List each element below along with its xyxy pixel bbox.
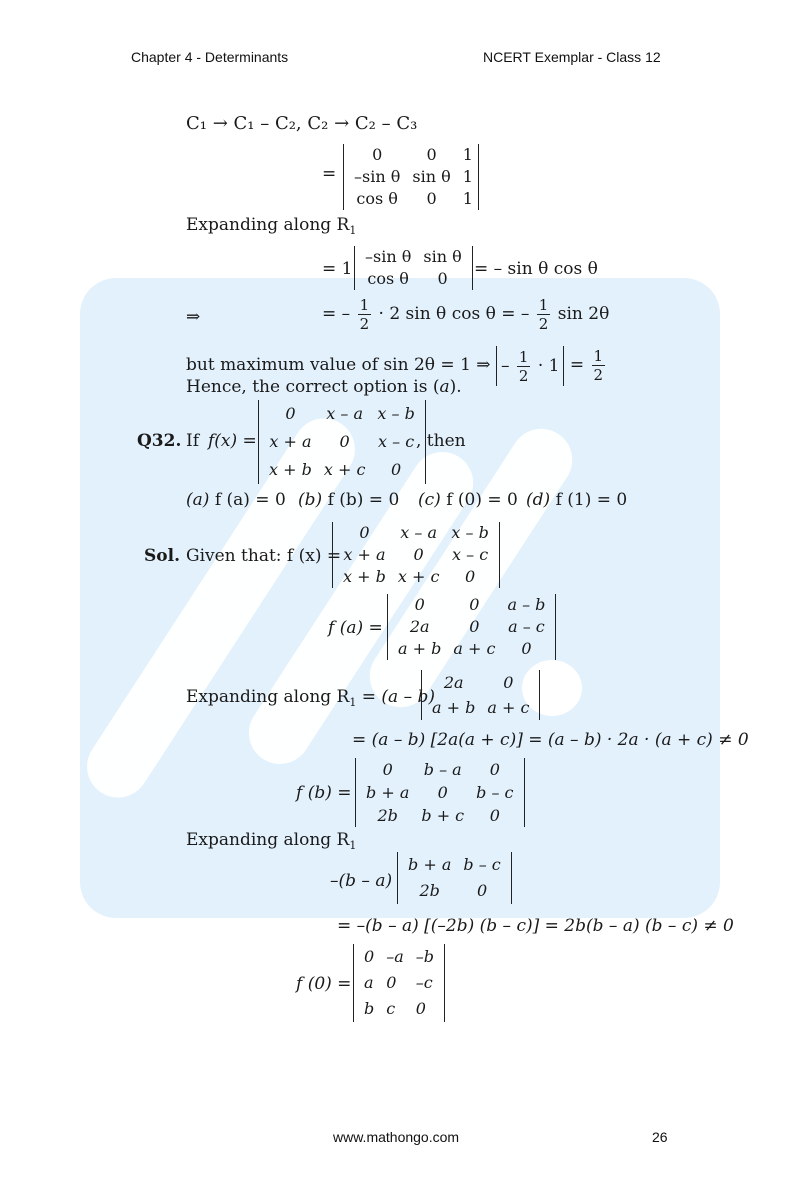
cell: a + c	[453, 639, 496, 658]
cell: 0	[382, 760, 393, 779]
cell: 0	[437, 783, 448, 802]
numerator: 1	[593, 347, 604, 365]
cell: 0	[386, 973, 397, 992]
cell: 0	[359, 523, 370, 542]
cell: b + a	[408, 855, 452, 874]
option-text: f (1) = 0	[555, 490, 628, 510]
cell: 0	[465, 567, 476, 586]
cell: 0	[437, 269, 448, 288]
cell: –c	[415, 973, 433, 992]
cell: –b	[415, 947, 435, 966]
cell: x – b	[451, 523, 489, 542]
numerator: 1	[518, 347, 529, 366]
cell: b	[364, 999, 375, 1018]
cell: 2b	[419, 881, 440, 900]
determinant-fa	[387, 594, 556, 660]
cell: 0	[413, 545, 424, 564]
minus: –	[500, 355, 510, 376]
fraction-one-half	[358, 296, 372, 333]
question-then: , then	[416, 431, 466, 451]
conclusion-option: a	[439, 377, 450, 397]
fa-label: f (a) =	[328, 618, 383, 638]
conclusion-end: ).	[449, 377, 462, 397]
times-one: · 1	[537, 355, 560, 376]
header-book: NCERT Exemplar - Class 12	[483, 49, 661, 65]
option-label: (c)	[418, 490, 441, 510]
cell: b – a	[423, 760, 462, 779]
factor: = (a – b)	[361, 687, 436, 707]
cell: x – c	[452, 545, 489, 564]
fraction-one-half	[592, 347, 606, 384]
expanding-label	[186, 214, 356, 242]
cell: x + c	[397, 567, 440, 586]
cell: 0	[415, 999, 426, 1018]
cell: x – c	[378, 432, 415, 451]
cell: 1	[462, 145, 473, 164]
option-label: (b)	[298, 490, 323, 510]
cell: 0	[426, 145, 437, 164]
cell: cos θ	[356, 189, 398, 208]
cell: 0	[476, 881, 488, 900]
question-determinant	[258, 400, 426, 484]
cell: 2b	[377, 806, 398, 825]
cell: 0	[489, 806, 500, 825]
column-ops-line: C₁ → C₁ – C₂, C₂ → C₂ – C₃	[186, 113, 418, 134]
option-label: (d)	[526, 490, 551, 510]
denominator: 2	[359, 315, 370, 333]
cell: 0	[391, 460, 402, 479]
subscript: 1	[349, 224, 357, 237]
cell: a + b	[398, 639, 442, 658]
prefix: = –	[322, 304, 351, 324]
label-text: Expanding along R	[186, 687, 350, 707]
question-number: Q32.	[137, 431, 182, 451]
header-chapter: Chapter 4 - Determinants	[131, 49, 289, 65]
cell: a – b	[507, 595, 546, 614]
cell: b – c	[476, 783, 514, 802]
f0-label: f (0) =	[296, 974, 352, 994]
cell: sin θ	[412, 167, 451, 186]
determinant-2x2-a	[354, 246, 473, 290]
fraction-one-half	[517, 348, 531, 385]
implies-arrow: ⇒	[186, 307, 201, 327]
fraction-one-half	[537, 296, 551, 333]
cell: x + b	[343, 567, 386, 586]
cell: a – c	[508, 617, 545, 636]
cell: x – a	[326, 404, 363, 423]
question-function: f(x) =	[208, 431, 257, 451]
option-text: f (b) = 0	[327, 490, 400, 510]
option-d	[526, 489, 627, 511]
equals-one: = 1	[322, 259, 353, 279]
cell: 0	[521, 639, 532, 658]
question-intro: If	[186, 431, 200, 451]
footer-url[interactable]: www.mathongo.com	[333, 1129, 460, 1145]
determinant-fb	[355, 758, 525, 827]
numerator: 1	[538, 296, 549, 314]
cell: 2a	[409, 617, 430, 636]
fa-result: = (a – b) [2a(a + c)] = (a – b) · 2a · (a + c) ≠ 0	[352, 730, 749, 750]
cell: x + c	[323, 460, 366, 479]
half-sin-2theta-line	[322, 294, 609, 334]
cell: 1	[462, 189, 473, 208]
subscript: 1	[349, 696, 357, 709]
determinant-fx	[332, 522, 500, 588]
suffix: sin 2θ	[557, 304, 610, 324]
cell: –a	[386, 947, 404, 966]
determinant-3x3-a	[343, 144, 479, 210]
cell: 0	[339, 432, 350, 451]
cell: 0	[469, 595, 480, 614]
expand-fb-prefix: –(b – a)	[330, 871, 393, 891]
expanding-label-2	[186, 686, 435, 714]
option-c	[418, 489, 518, 511]
cell: x – a	[400, 523, 437, 542]
cell: 2a	[443, 673, 464, 692]
subscript: 1	[349, 839, 357, 852]
cell: b + c	[421, 806, 465, 825]
given-that: Given that: f (x) =	[186, 546, 342, 566]
label-text: Expanding along R	[186, 215, 350, 235]
cell: x + a	[269, 432, 312, 451]
cell: cos θ	[367, 269, 409, 288]
max-text: but maximum value of sin 2θ = 1 ⇒	[186, 355, 491, 375]
cell: 0	[285, 404, 296, 423]
label-text: Expanding along R	[186, 830, 350, 850]
cell: 0	[503, 673, 514, 692]
cell: 0	[426, 189, 437, 208]
middle: · 2 sin θ cos θ = –	[378, 304, 530, 324]
denominator: 2	[593, 366, 604, 384]
cell: a	[364, 973, 374, 992]
numerator: 1	[359, 296, 370, 314]
cell: –sin θ	[354, 167, 401, 186]
fb-result: = –(b – a) [(–2b) (b – c)] = 2b(b – a) (b – c) ≠ 0	[337, 916, 734, 936]
cell: a + c	[487, 698, 530, 717]
absolute-value	[496, 346, 564, 386]
cell: 0	[414, 595, 425, 614]
equals: =	[569, 355, 585, 375]
page-number: 26	[652, 1129, 668, 1145]
cell: 0	[489, 760, 500, 779]
option-label: (a)	[186, 490, 210, 510]
expanding-label-3	[186, 829, 356, 857]
fb-label: f (b) =	[296, 783, 352, 803]
cell: 1	[462, 167, 473, 186]
cell: x – b	[377, 404, 415, 423]
cell: sin θ	[423, 247, 462, 266]
cell: x + b	[269, 460, 312, 479]
cell: b – c	[463, 855, 501, 874]
cell: 0	[469, 617, 480, 636]
option-text: f (0) = 0	[446, 490, 518, 510]
denominator: 2	[518, 366, 529, 385]
cell: a + b	[432, 698, 476, 717]
option-text: f (a) = 0	[214, 490, 286, 510]
cell: c	[386, 999, 396, 1018]
option-a	[186, 489, 286, 511]
equals-sign: =	[322, 164, 337, 184]
denominator: 2	[538, 315, 549, 333]
cell: –sin θ	[365, 247, 412, 266]
determinant-f0	[353, 944, 445, 1022]
result-neg-sin-cos: = – sin θ cos θ	[474, 259, 598, 279]
solution-label: Sol.	[144, 546, 180, 566]
option-b	[298, 489, 399, 511]
cell: 0	[372, 145, 383, 164]
determinant-expand-fb	[397, 852, 512, 904]
cell: b + a	[366, 783, 410, 802]
conclusion-text: Hence, the correct option is (	[186, 377, 440, 397]
cell: 0	[364, 947, 375, 966]
determinant-expand-fa	[421, 670, 540, 720]
conclusion-line	[186, 376, 462, 398]
cell: x + a	[343, 545, 386, 564]
